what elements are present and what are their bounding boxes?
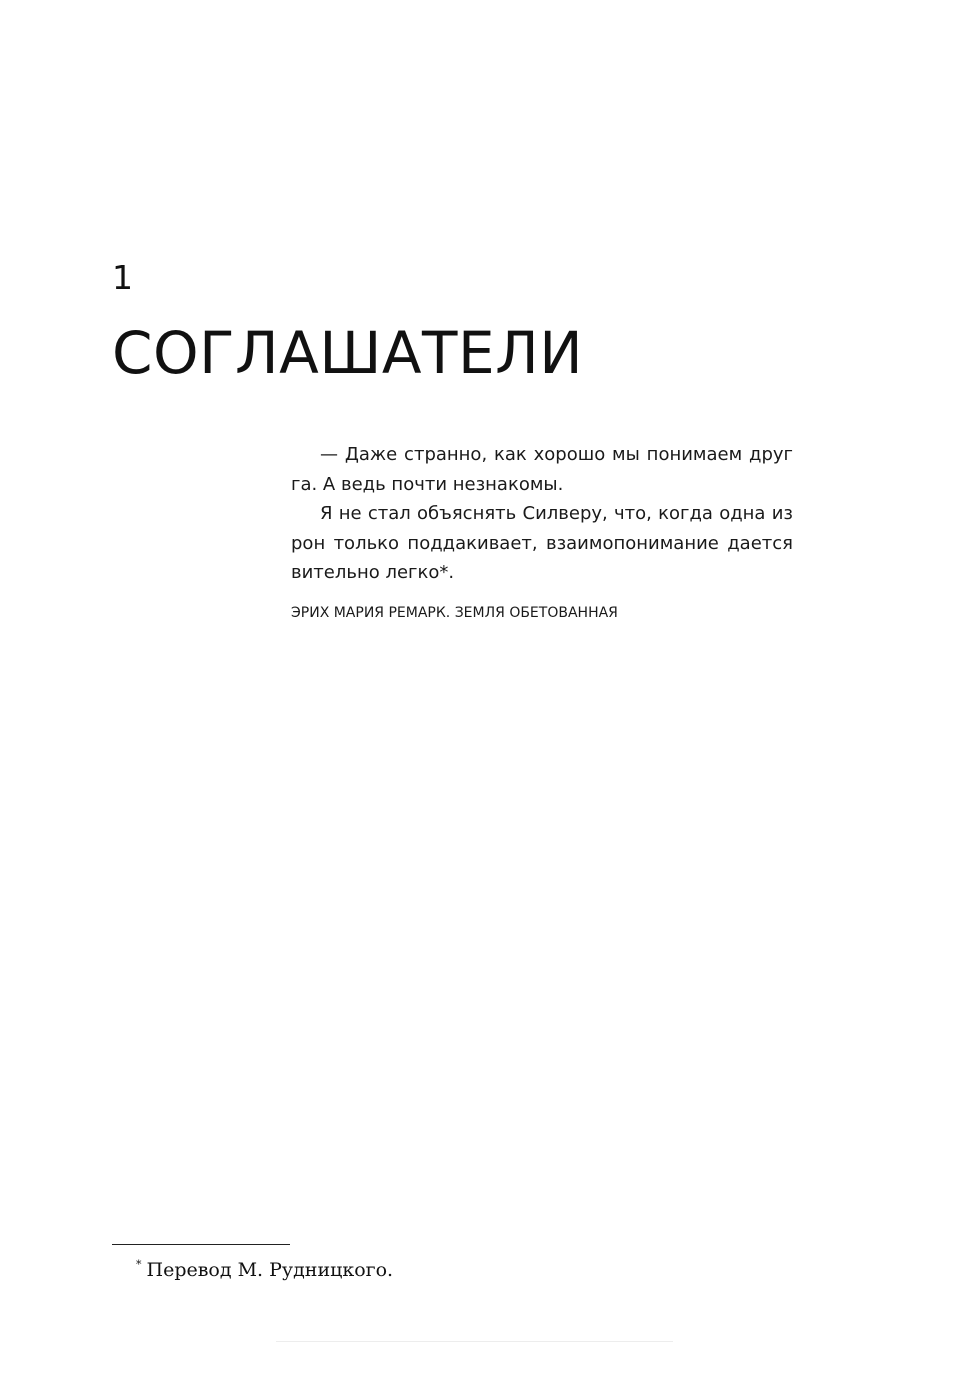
page-bottom-divider [276, 1341, 673, 1342]
footnote [136, 1251, 393, 1284]
footnote-divider [112, 1244, 290, 1245]
epigraph-source: ЭРИХ МАРИЯ РЕМАРК. ЗЕМЛЯ ОБЕТОВАННАЯ [291, 605, 618, 621]
footnote-mark: * [136, 1258, 142, 1271]
epigraph-line: рон только поддакивает, взаимопонимание дается [291, 532, 793, 554]
chapter-number: 1 [112, 258, 133, 297]
epigraph-line: Я не стал объяснять Силверу, что, когда одна из [320, 503, 793, 524]
epigraph-line: — Даже странно, как хорошо мы понимаем друг [320, 444, 793, 465]
footnote-text: Перевод М. Рудницкого. [146, 1259, 394, 1281]
epigraph-line: вительно легко*. [291, 562, 455, 583]
chapter-title: СОГЛАШАТЕЛИ [112, 319, 584, 387]
epigraph [291, 440, 793, 588]
epigraph-line: га. А ведь почти незнакомы. [291, 473, 564, 495]
